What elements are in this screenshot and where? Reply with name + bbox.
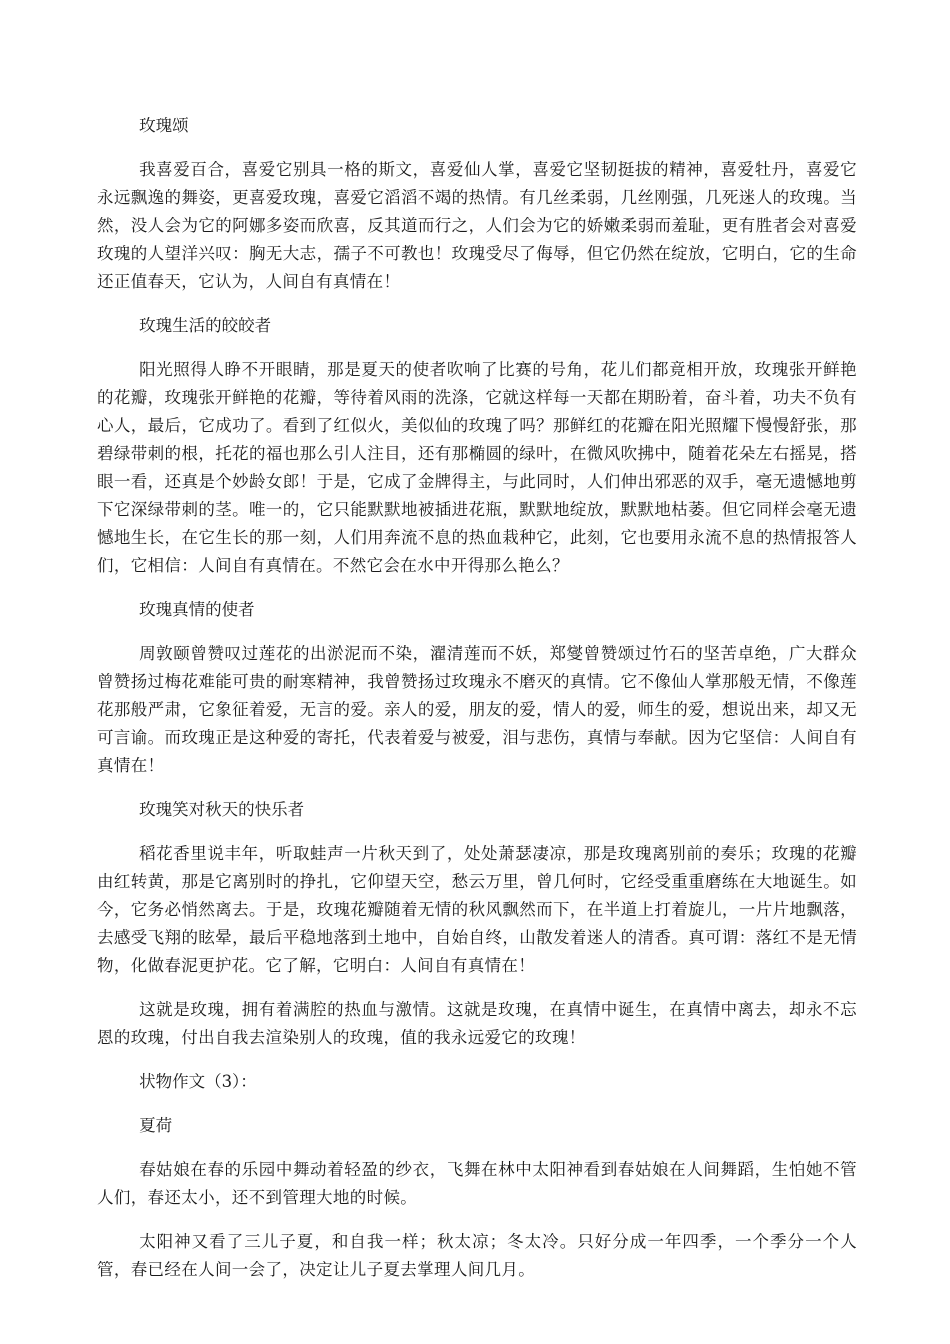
paragraph-summer-lotus-2: 太阳神又看了三儿子夏，和自我一样；秋太凉；冬太冷。只好分成一年四季，一个季分一个人管，春已经在人间一会了，决定让儿子夏去掌理人间几月。 [97,1232,857,1279]
section-title-rose-messenger: 玫瑰真情的使者 [139,600,255,619]
essay-number-heading: 状物作文（3）： [139,1072,257,1091]
paragraph-rose-conclusion: 这就是玫瑰，拥有着满腔的热血与激情。这就是玫瑰，在真情中诞生，在真情中离去，却永不忘恩的玫瑰，付出自我去渲染别人的玫瑰，值的我永远爱它的玫瑰！ [97,1000,857,1047]
paragraph-rose-messenger: 周敦颐曾赞叹过莲花的出淤泥而不染，濯清莲而不妖，郑燮曾赞颂过竹石的坚苦卓绝，广大群众曾赞扬过梅花难能可贵的耐寒精神，我曾赞扬过玫瑰永不磨灭的真情。它不像仙人掌那般无情，不像莲花那般严肃，它象征着爱，无言的爱。亲人的爱，朋友的爱，情人的爱，师生的爱，想说出来，却又无可言谕。而玫瑰正是这种爱的寄托，代表着爱与被爱，泪与悲伤，真情与奉献。因为它坚信：人间自有真情在！ [97,644,857,775]
paragraph-rose-ode: 我喜爱百合，喜爱它别具一格的斯文，喜爱仙人掌，喜爱它坚韧挺拔的精神，喜爱牡丹，喜爱它永远飘逸的舞姿，更喜爱玫瑰，喜爱它滔滔不竭的热情。有几丝柔弱，几丝刚强，几死迷人的玫瑰。当然，没人会为它的阿娜多姿而欣喜，反其道而行之，人们会为它的娇嫩柔弱而羞耻，更有胜者会对喜爱玫瑰的人望洋兴叹：胸无大志，孺子不可教也！玫瑰受尽了侮辱，但它仍然在绽放，它明白，它的生命还正值春天，它认为，人间自有真情在！ [97,160,857,291]
paragraph-summer-lotus-1: 春姑娘在春的乐园中舞动着轻盈的纱衣，飞舞在林中太阳神看到春姑娘在人间舞蹈，生怕她不管人们，春还太小，还不到管理大地的时候。 [97,1160,857,1207]
essay-title-summer-lotus: 夏荷 [139,1116,173,1135]
document-page [97,112,857,1300]
paragraph-rose-autumn: 稻花香里说丰年，听取蛙声一片秋天到了，处处萧瑟凄凉，那是玫瑰离别前的奏乐；玫瑰的花瓣由红转黄，那是它离别时的挣扎，它仰望天空，愁云万里，曾几何时，它经受重重磨练在大地诞生。如今，它务必悄然离去。于是，玫瑰花瓣随着无情的秋风飘然而下，在半道上打着旋儿，一片片地飘落，去感受飞翔的眩晕，最后平稳地落到土地中，自始自终，山散发着迷人的清香。真可谓：落红不是无情物，化做春泥更护花。它了解，它明白：人间自有真情在！ [97,844,857,975]
section-title-rose-life: 玫瑰生活的皎皎者 [139,316,272,335]
paragraph-rose-life: 阳光照得人睁不开眼睛，那是夏天的使者吹响了比赛的号角，花儿们都竟相开放，玫瑰张开鲜艳的花瓣，玫瑰张开鲜艳的花瓣，等待着风雨的洗涤，它就这样每一天都在期盼着，奋斗着，功夫不负有心人，最后，它成功了。看到了红似火，美似仙的玫瑰了吗？那鲜红的花瓣在阳光照耀下慢慢舒张，那碧绿带刺的根，托花的福也那么引人注目，还有那椭圆的绿叶，在微风吹拂中，随着花朵左右摇晃，搭眼一看，还真是个妙龄女郎！于是，它成了金牌得主，与此同时，人们伸出邪恶的双手，毫无遗憾地剪下它深绿带刺的茎。唯一的，它只能默默地被插进花瓶，默默地绽放，默默地枯萎。但它同样会毫无遗憾地生长，在它生长的那一刻，人们用奔流不息的热血栽种它，此刻，它也要用永流不息的热情报答人们，它相信：人间自有真情在。不然它会在水中开得那么艳么？ [97,360,857,575]
section-title-rose-ode: 玫瑰颂 [139,116,189,135]
section-title-rose-autumn: 玫瑰笑对秋天的快乐者 [139,800,305,819]
